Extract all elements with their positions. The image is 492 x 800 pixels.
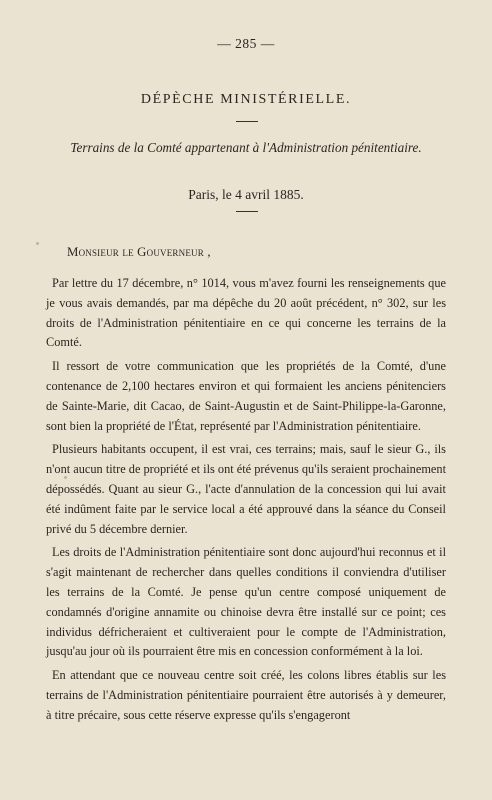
- body-paragraph: En attendant que ce nouveau centre soit créé, les colons libres établis sur les terrains de l'Administration pénitentiaire pourraient être autorisés à y demeurer, à titre précaire, sous cette réserve expresse qu'ils s'engageront: [46, 668, 446, 722]
- document-subtitle: Terrains de la Comté appartenant à l'Administration pénitentiaire.: [70, 140, 422, 155]
- salutation: Monsieur le Gouverneur ,: [67, 245, 211, 259]
- title-separator: [236, 121, 258, 122]
- body-paragraph: Par lettre du 17 décembre, n° 1014, vous m'avez fourni les renseignements que je vous avais demandés, par ma dépêche du 20 août précédent, n° 302, sur les droits de l'Administration pénitentiaire en ce qui concerne les terrains de la Comté.: [46, 276, 446, 350]
- body-paragraph: Plusieurs habitants occupent, il est vrai, ces terrains; mais, sauf le sieur G., ils n'ont aucun titre de propriété et ils ont été prévenus qu'ils seraient prochainement dépossédés. Quant au sieur G., l'acte d'annulation de la concession qui lui avait été indûment faite par le service local a été approuvé dans la séance du Conseil privé du 5 décembre dernier.: [46, 442, 447, 536]
- date-separator: [236, 211, 258, 212]
- body-paragraph: Les droits de l'Administration pénitentiaire sont donc aujourd'hui reconnus et il s'agit maintenant de rechercher dans quelles conditions il conviendra d'utiliser les terrains de la Comté. Je pense qu'un centre composé uniquement de condamnés d'origine annamite ou chinoise devra être installé sur ce point; ces individus défricheraient et cultiveraient pour le compte de l'Administration, jusqu'au jour où ils pourraient être mis en concession conformément à la loi.: [46, 545, 446, 659]
- body-paragraph: Il ressort de votre communication que les propriétés de la Comté, d'une contenance de 2,100 hectares environ et qui formaient les anciens pénitenciers de Sainte-Marie, dit Cacao, de Saint-Augustin et de Saint-Philippe-la-Garonne, sont bien la propriété de l'État, représenté par l'Administration pénitentiaire.: [46, 359, 446, 433]
- page-number: — 285 —: [217, 36, 275, 51]
- dispatch-date: Paris, le 4 avril 1885.: [188, 187, 304, 202]
- page-title: DÉPÈCHE MINISTÉRIELLE.: [140, 92, 352, 107]
- document-body: [46, 274, 446, 726]
- paper-speck: [36, 242, 39, 245]
